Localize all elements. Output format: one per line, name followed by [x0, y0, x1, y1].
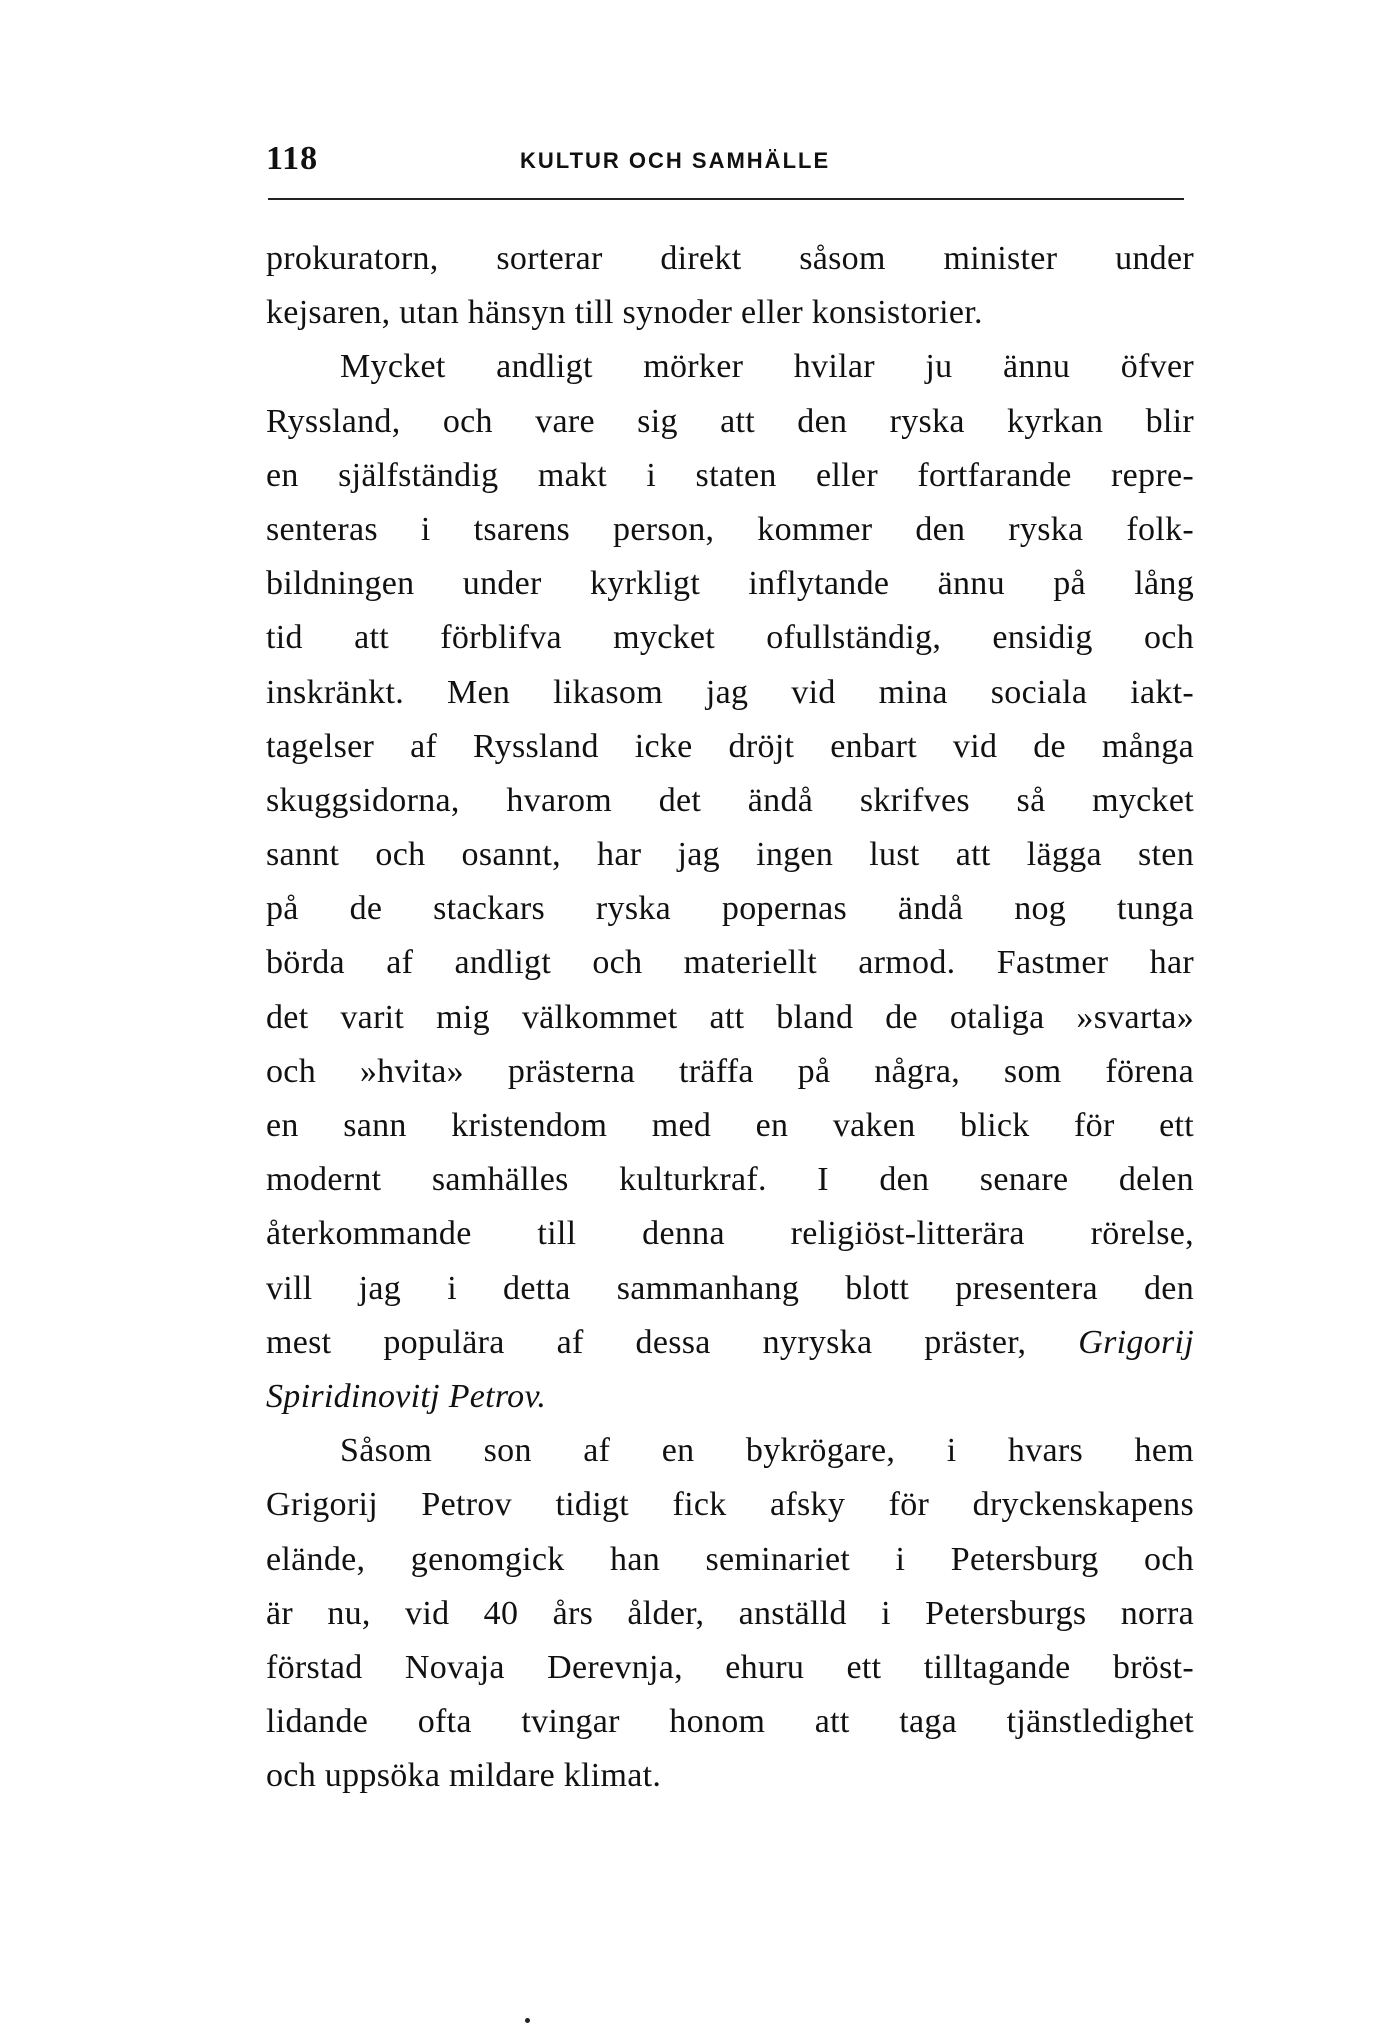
body-text [266, 232, 1194, 1803]
text-line: Grigorij Petrov tidigt fick afsky för dryckenskapens [266, 1486, 1194, 1524]
text-line: senteras i tsarens person, kommer den ryska folk- [266, 510, 1194, 548]
text-line: elände, genomgick han seminariet i Petersburg och [266, 1540, 1194, 1578]
text-line: modernt samhälles kulturkraf. I den senare delen [266, 1161, 1194, 1199]
text-line: tagelser af Ryssland icke dröjt enbart vid de många [266, 727, 1194, 765]
running-head [266, 140, 1186, 190]
print-speck [525, 2018, 530, 2023]
text-line: är nu, vid 40 års ålder, anställd i Petersburgs norra [266, 1594, 1194, 1632]
text-line: det varit mig välkommet att bland de otaliga »svarta» [266, 998, 1194, 1036]
italic-name-line: Spiridinovitj Petrov. [266, 1377, 547, 1415]
text-segment: mest populära af dessa nyryska präster, [266, 1323, 1027, 1361]
page-number: 118 [266, 140, 319, 177]
italic-name: Grigorij [1078, 1323, 1194, 1361]
text-line: på de stackars ryska popernas ändå nog tunga [266, 890, 1194, 928]
text-line: sannt och osannt, har jag ingen lust att lägga sten [266, 836, 1194, 874]
text-line: skuggsidorna, hvarom det ändå skrifves så mycket [266, 781, 1194, 819]
text-line: återkommande till denna religiöst-litterära rörelse, [266, 1215, 1194, 1253]
header-rule [268, 198, 1184, 200]
text-line: vill jag i detta sammanhang blott presentera den [266, 1269, 1194, 1307]
paragraph-start-line: Såsom son af en bykrögare, i hvars hem [340, 1432, 1194, 1470]
text-line: och »hvita» prästerna träffa på några, som förena [266, 1052, 1194, 1090]
text-line: och uppsöka mildare klimat. [266, 1757, 662, 1795]
paragraph-start-line: Mycket andligt mörker hvilar ju ännu öfver [340, 348, 1194, 386]
text-line-with-italic-name [266, 1316, 1194, 1370]
text-line: tid att förblifva mycket ofullständig, ensidig och [266, 619, 1194, 657]
text-line: bildningen under kyrkligt inflytande ännu på lång [266, 565, 1194, 603]
text-line: börda af andligt och materiellt armod. Fastmer har [266, 944, 1194, 982]
text-line: en själfständig makt i staten eller fortfarande repre- [266, 456, 1194, 494]
text-line: lidande ofta tvingar honom att taga tjänstledighet [266, 1703, 1194, 1741]
text-line: prokuratorn, sorterar direkt såsom minister under [266, 240, 1194, 277]
text-line: en sann kristendom med en vaken blick för ett [266, 1107, 1194, 1144]
text-line: Ryssland, och vare sig att den ryska kyrkan blir [266, 402, 1194, 440]
text-line: kejsaren, utan hänsyn till synoder eller konsistorier. [266, 294, 983, 332]
text-line: inskränkt. Men likasom jag vid mina sociala iakt- [266, 673, 1194, 711]
running-title: KULTUR OCH SAMHÄLLE [520, 148, 831, 173]
text-line: förstad Novaja Derevnja, ehuru ett tilltagande bröst- [266, 1648, 1194, 1686]
